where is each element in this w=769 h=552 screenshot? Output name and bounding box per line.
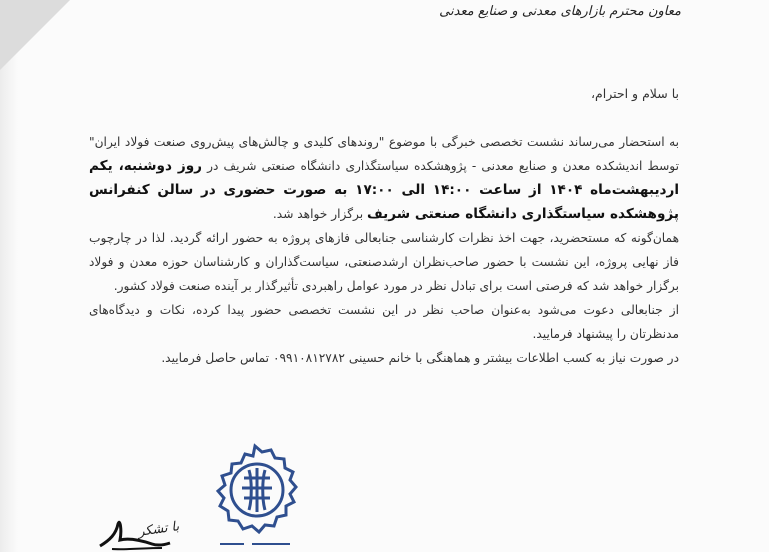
event-schedule: روز دوشنبه، یکم اردیبهشت‌ماه ۱۴۰۴ از ساعت ۱۴:۰۰ الی ۱۷:۰۰ به صورت حضوری در سالن کنفرانس پژوهشکده سیاستگذاری دانشگاه صنعتی شریف: [89, 158, 680, 222]
paragraph-context: همان‌گونه که مستحضرید، جهت اخذ نظرات کارشناسی جنابعالی فازهای پروژه به حضور ارائه گردید. لذا در چارچوب فاز نهایی پروژه، این نشست با حضور صاحب‌نظران ارشدصنعتی، سیاست‌گذاران و کارشناسان حوزه معدن و فولاد برگزار خواهد شد که فرصتی است برای تبادل نظر در مورد عوامل راهبردی تأثیرگذار بر آینده صنعت فولاد کشور.: [89, 231, 679, 293]
signature-word: با تشکر: [137, 519, 181, 540]
paragraph-invitation: [89, 130, 679, 226]
paragraph-intro: به استحضار می‌رساند نشست تخصصی خبرگی با موضوع "روندهای کلیدی و چالش‌های پیش‌روی صنعت فولاد ایران" توسط اندیشکده معدن و صنایع معدنی - پژوهشکده سیاستگذاری دانشگاه صنعتی شریف در: [89, 135, 679, 173]
greeting: با سلام و احترام،: [590, 86, 679, 101]
page-shadow: [0, 0, 18, 552]
folded-corner: [0, 0, 70, 70]
paragraph-request: از جنابعالی دعوت می‌شود به‌عنوان صاحب نظر در این نشست تخصصی حضور پیدا کرده، نکات و دیدگاه‌های مدنظرتان را پیشنهاد فرمایید.: [89, 303, 679, 341]
letter-body: [89, 130, 679, 370]
university-seal: [200, 440, 310, 552]
recipient-line: معاون محترم بازارهای معدنی و صنایع معدنی: [439, 4, 681, 19]
paragraph-contact: در صورت نیاز به کسب اطلاعات بیشتر و هماهنگی با خانم حسینی ۰۹۹۱۰۸۱۲۷۸۲ تماس حاصل فرمایید.: [161, 351, 679, 365]
paragraph-closing: برگزار خواهد شد.: [272, 207, 364, 221]
